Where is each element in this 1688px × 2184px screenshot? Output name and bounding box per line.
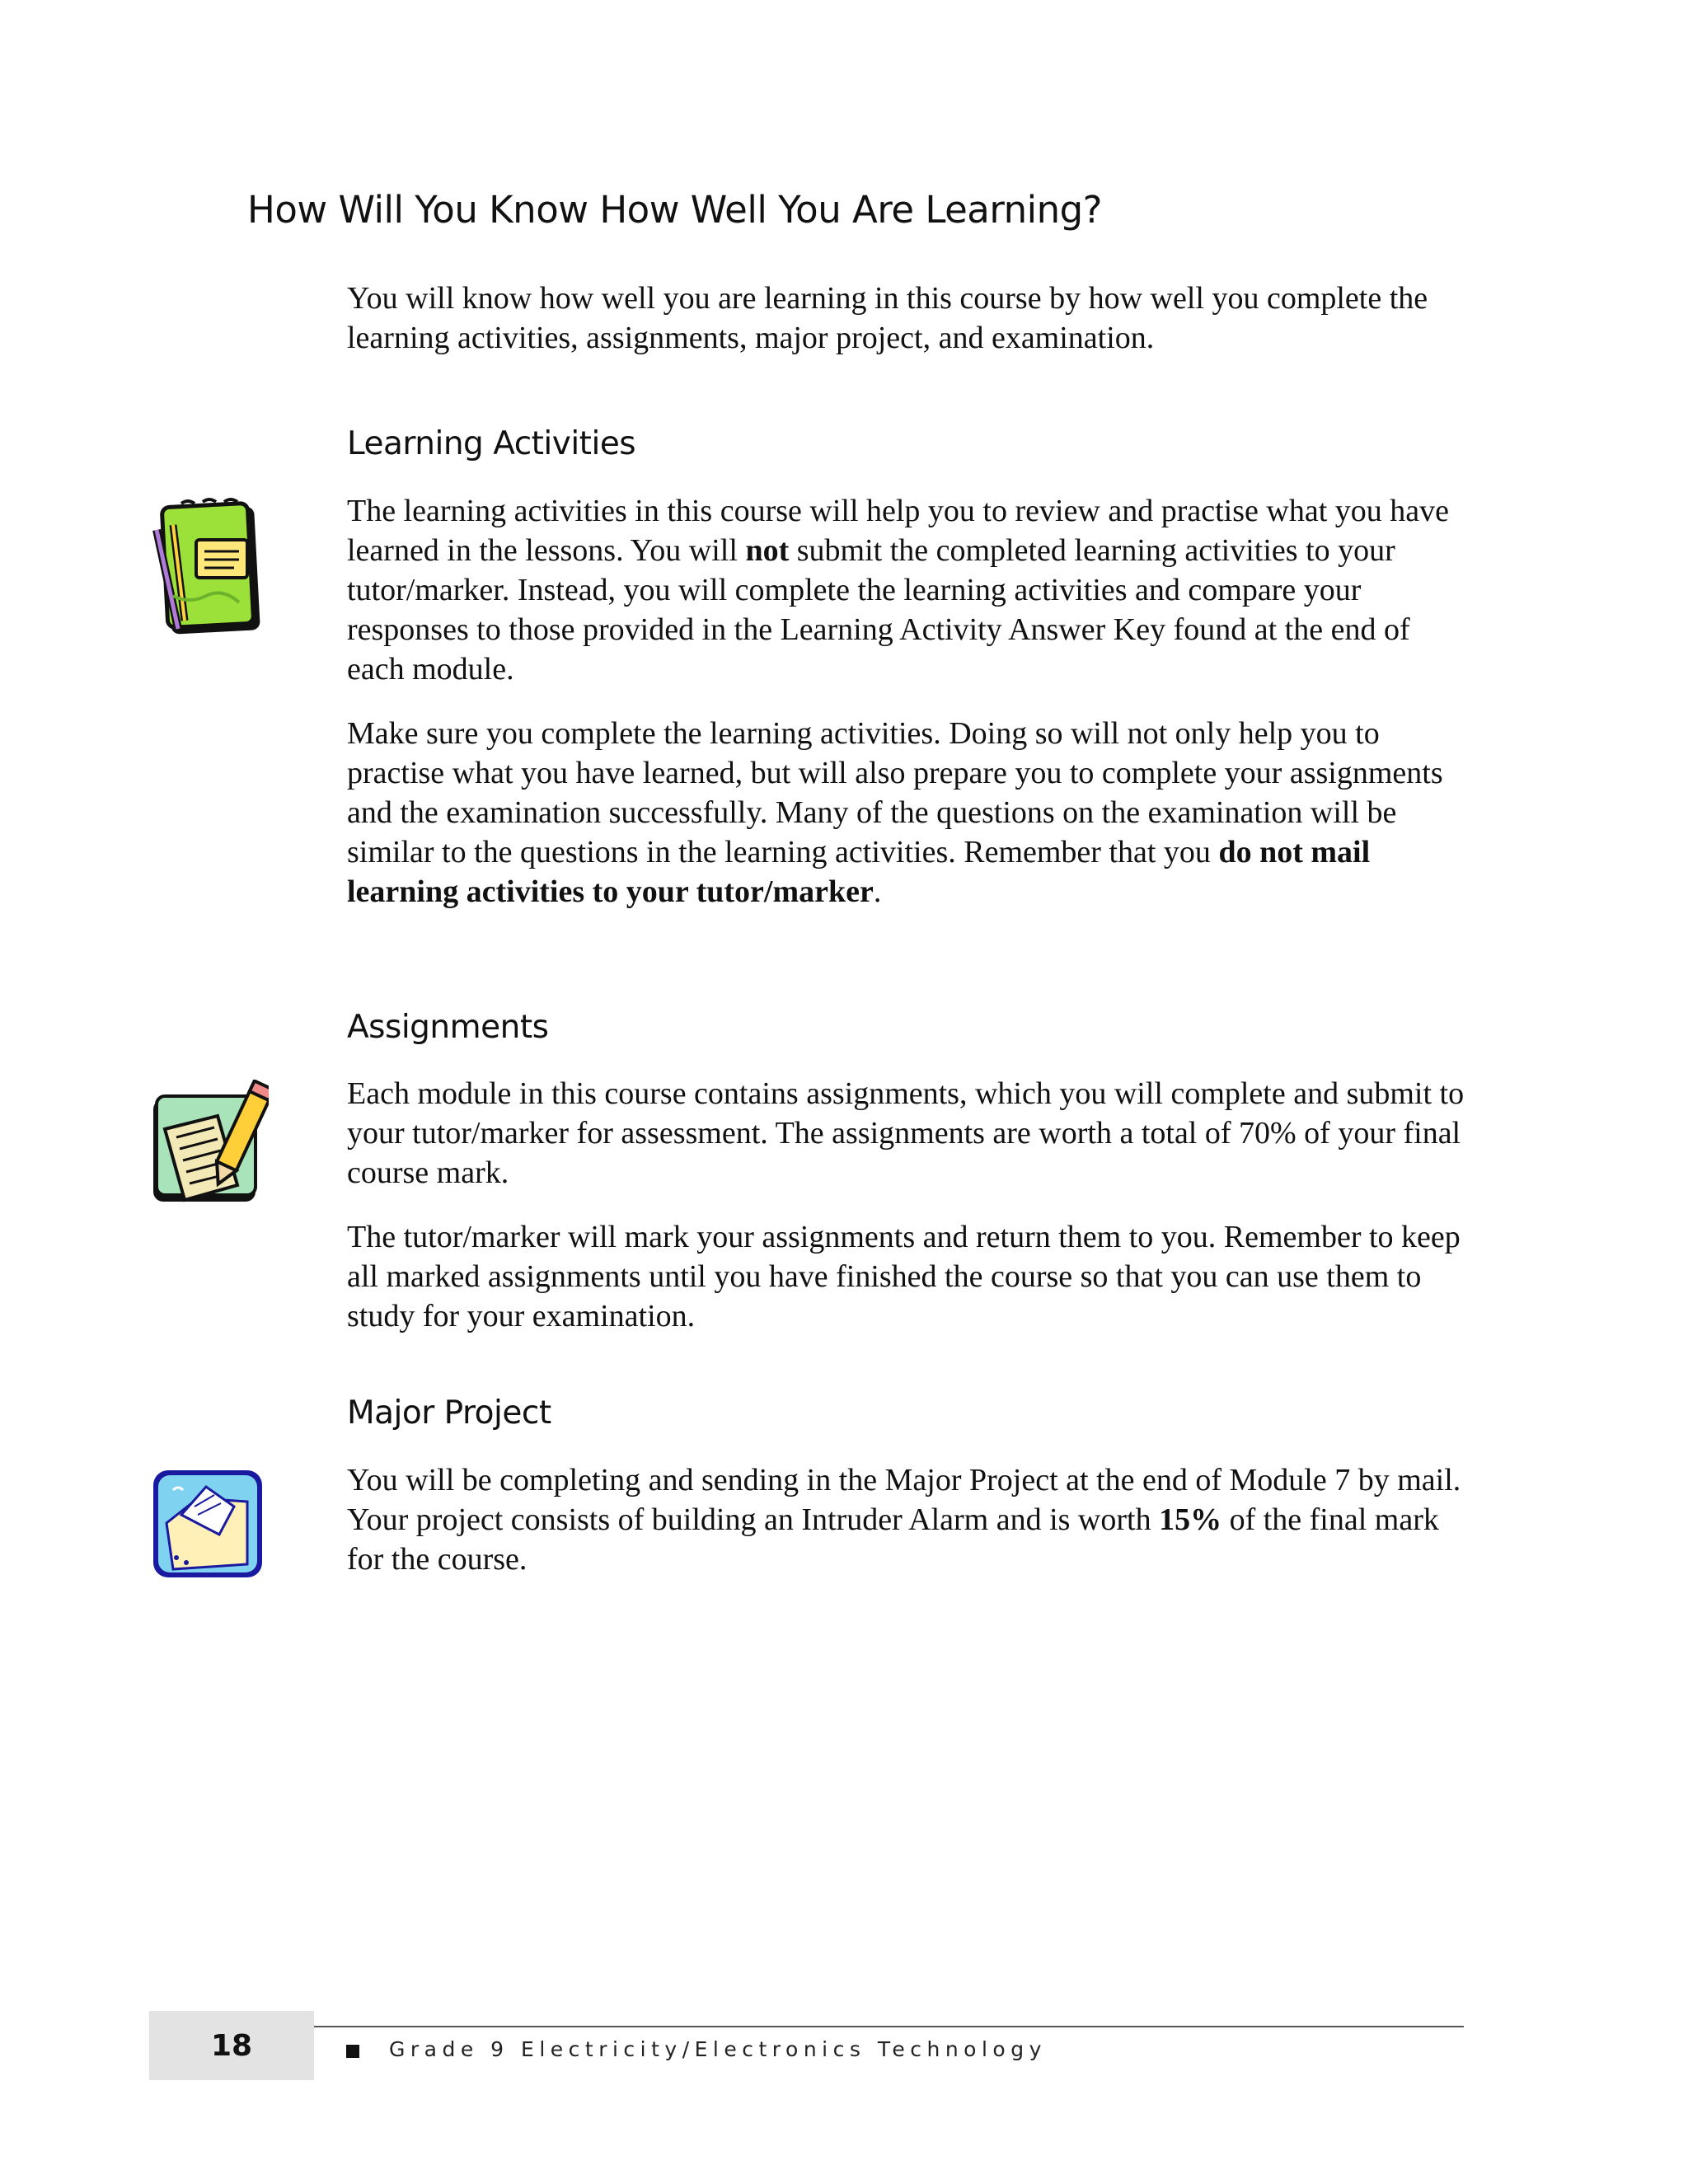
learning-activities-paragraph-2: [347, 714, 1468, 912]
la-p2-text: Make sure you complete the learning activities. Doing so will not only help you to practise what you have learned, but will also prepare you to complete your assignments and the examination successfully. Many of the questions on the examination will be similar to the questions in the learning activities. Remember that you: [347, 716, 1443, 869]
intro-section: [347, 279, 1468, 358]
major-project-paragraph: [347, 1460, 1468, 1579]
la-p1-text: The learning activities in this course will help you to review and practise what you have learned in the lessons. You will: [347, 494, 1449, 568]
page-number-box: [149, 2011, 314, 2080]
footer-course-title: Grade 9 Electricity/Electronics Technology: [389, 2037, 1047, 2061]
paper-pencil-icon: [148, 1080, 269, 1214]
folder-icon: [148, 1465, 269, 1586]
mp-text: You will be completing and sending in the Major Project at the end of Module 7 by mail. Your project consists of building an Intruder Alarm and is worth: [347, 1463, 1461, 1537]
la-p2-text-2: .: [873, 874, 882, 909]
mp-bold: 15%: [1159, 1502, 1222, 1537]
learning-activities-body: [347, 491, 1468, 912]
mp-text-2: of the final mark for the course.: [347, 1502, 1439, 1577]
major-project-body: [347, 1460, 1468, 1579]
assignments-paragraph-1: Each module in this course contains assignments, which you will complete and submit to your tutor/marker for assessment. The assignments are worth a total of 70% of your final course mark.: [347, 1076, 1465, 1190]
la-p2-bold: do not mail learning activities to your tutor/marker: [347, 835, 1371, 909]
learning-activities-heading: Learning Activities: [347, 425, 636, 462]
footer-rule: [314, 2026, 1464, 2027]
major-project-heading: Major Project: [347, 1394, 551, 1432]
learning-activities-paragraph-1: [347, 491, 1468, 689]
notebook-icon: [148, 497, 274, 646]
assignments-body: [347, 1074, 1468, 1336]
la-p1-text-2: submit the completed learning activities to your tutor/marker. Instead, you will complete the learning activities and compare your responses to those provided in the Learning Activity Answer Key found at the end of each module.: [347, 533, 1410, 687]
assignments-paragraph-2: The tutor/marker will mark your assignments and return them to you. Remember to keep all marked assignments until you have finished the course so that you can use them to study for your examination.: [347, 1220, 1461, 1333]
page-number: 18: [210, 2028, 253, 2063]
assignments-heading: Assignments: [347, 1009, 549, 1046]
footer-bullet-icon: [346, 2045, 359, 2058]
la-p1-bold: not: [745, 533, 790, 568]
page-heading: How Will You Know How Well You Are Learning?: [247, 188, 1103, 232]
intro-paragraph: You will know how well you are learning in this course by how well you complete the learning activities, assignments, major project, and examination.: [347, 281, 1428, 355]
